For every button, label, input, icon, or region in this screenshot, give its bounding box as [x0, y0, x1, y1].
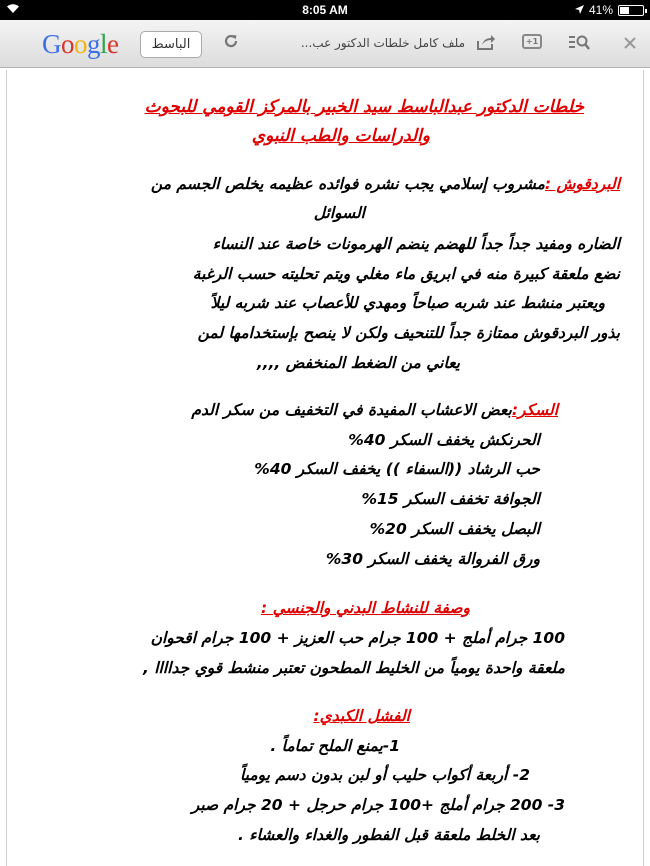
- page-title: ملف كامل خلطات الدكتور عب...: [300, 36, 465, 50]
- recipe-line-2: ملعقة واحدة يومياً من الخليط المطحون تعتبر منشط قوي جداااا ,: [142, 659, 565, 677]
- barqoush-line-7: يعاني من الضغط المنخفض ,,,,: [256, 354, 460, 372]
- sugar-line-2: الحرنكش يخفف السكر 40%: [348, 431, 540, 449]
- sugar-line-5: البصل يخفف السكر 20%: [369, 520, 540, 538]
- sugar-line-4: الجوافة تخفف السكر 15%: [361, 490, 540, 508]
- sugar-line-6: ورق الفروالة يخفف السكر 30%: [325, 550, 540, 568]
- liver-line-2: 2- أربعة أكواب حليب أو لبن بدون دسم يومياً: [239, 766, 530, 784]
- barqoush-line-2: السوائل: [313, 204, 365, 222]
- barqoush-heading: البردقوش :: [544, 175, 620, 193]
- plus-one-button[interactable]: +1: [522, 34, 542, 49]
- barqoush-line-5: ويعتبر منشط عند شربه صباحاً ومهدي للأعصاب عند شربه ليلاً: [210, 294, 605, 312]
- sugar-line-1: السكر:بعض الاعشاب المفيدة في التخفيف من سكر الدم: [191, 401, 558, 419]
- battery-percent: 41%: [588, 3, 613, 17]
- liver-line-1: 1-يمنع الملح تماماً .: [270, 737, 400, 755]
- search-field[interactable]: الباسط: [140, 31, 202, 58]
- barqoush-line-6: بذور البردقوش ممتازة جداً للتنحيف ولكن لا ينصح بإستخدامها لمن: [197, 324, 620, 342]
- liver-line-4: بعد الخلط ملعقة قبل الفطور والغداء والعشاء .: [238, 826, 540, 844]
- liver-heading: الفشل الكبدي:: [313, 707, 410, 725]
- sugar-heading: السكر:: [511, 401, 558, 419]
- sugar-line-3: حب الرشاد ((السفاء )) يخفف السكر 40%: [254, 460, 540, 478]
- barqoush-line-4: نضع ملعقة كبيرة منه في ابريق ماء مغلي ويتم تحليته حسب الرغبة: [192, 265, 620, 283]
- google-logo[interactable]: Google: [42, 29, 119, 59]
- doc-title-line-2: والدراسات والطب النبوي: [251, 126, 430, 146]
- status-time: 8:05 AM: [302, 3, 348, 17]
- liver-line-3: 3- 200 جرام أملج +100 جرام حرجل + 20 جرام صبر: [191, 796, 565, 814]
- recipe-heading: وصفة للنشاط البدني والجنسي :: [260, 599, 470, 617]
- doc-title-line-1: خلطات الدكتور عبدالباسط سيد الخبير بالمركز القومي للبحوث: [144, 97, 584, 117]
- barqoush-line-3: الضاره ومفيد جداً جداً للهضم ينضم الهرمونات خاصة عند النساء: [212, 235, 620, 253]
- barqoush-line-1: البردقوش :مشروب إسلامي يجب نشره فوائده عظيمه يخلص الجسم من: [150, 175, 620, 193]
- recipe-line-1: 100 جرام أملج + 100 جرام حب العزيز + 100 جرام اقحوان: [150, 629, 565, 647]
